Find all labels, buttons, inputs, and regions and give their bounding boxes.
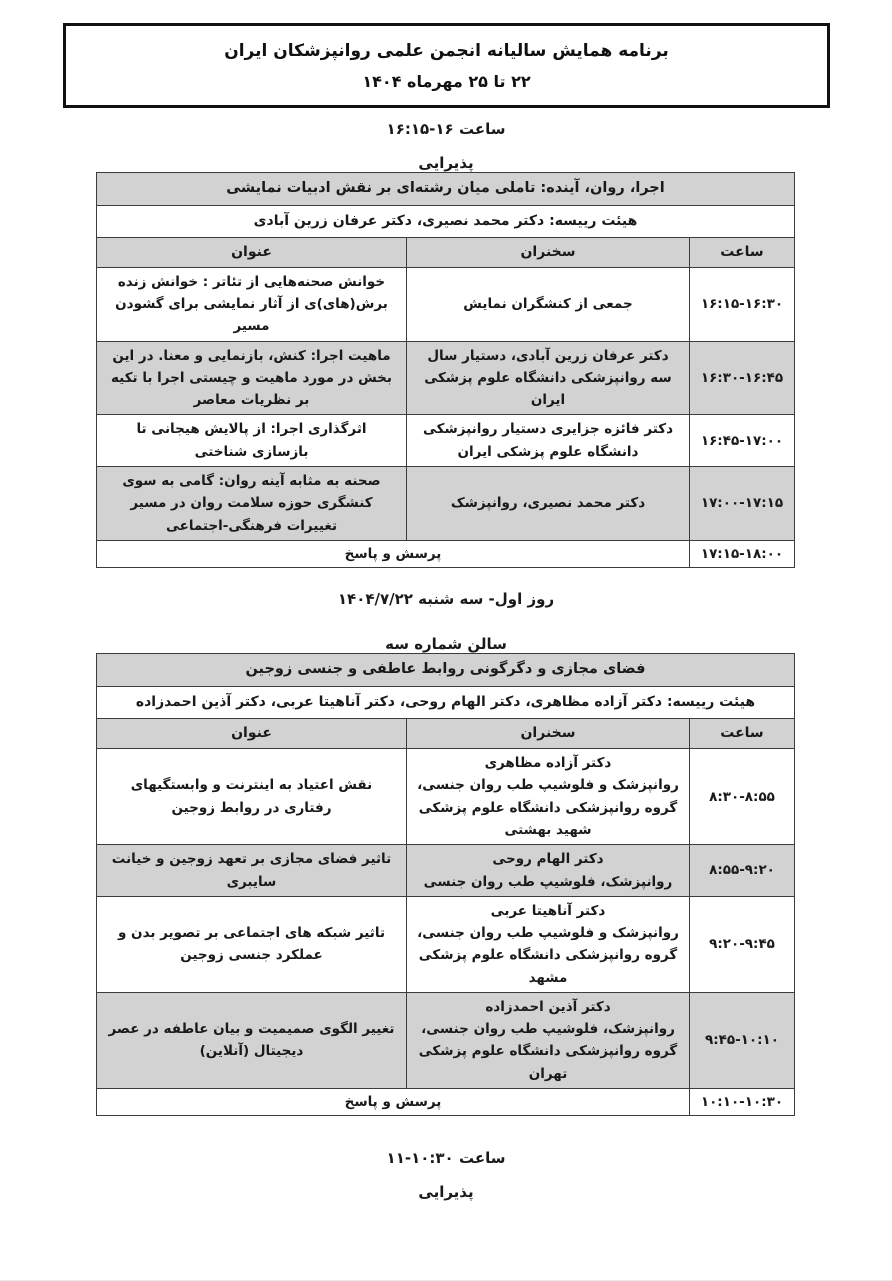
column-header-topic: عنوان (96, 719, 406, 749)
session2-qa-row (96, 1088, 794, 1115)
time-cell: ۸:۵۵-۹:۲۰ (690, 845, 795, 897)
conference-header-box (63, 23, 830, 108)
time-cell: ۸:۳۰-۸:۵۵ (690, 749, 795, 845)
topic-cell: ماهیت اجرا: کنش، بازنمایی و معنا. در این بخش در مورد ماهیت و چیستی اجرا با تکیه بر نظریات معاصر (96, 341, 406, 415)
conference-title: برنامه همایش سالیانه انجمن علمی روانپزشکان ایران (224, 41, 669, 61)
session1-row-3 (96, 415, 794, 467)
topic-cell: تغییر الگوی صمیمیت و بیان عاطفه در عصر دیجیتال (آنلاین) (96, 992, 406, 1088)
time-cell: ۹:۴۵-۱۰:۱۰ (690, 992, 795, 1088)
column-header-time: ساعت (690, 719, 795, 749)
session2-row-4 (96, 992, 794, 1088)
time-cell: ۱۶:۴۵-۱۷:۰۰ (690, 415, 795, 467)
topic-cell: خوانش صحنه‌هایی از تئاتر : خوانش زنده برش(های)ی از آثار نمایشی برای گشودن مسیر (96, 267, 406, 341)
column-header-speaker: سخنران (407, 237, 690, 267)
hall-heading: سالن شماره سه (385, 635, 507, 654)
time-cell: ۹:۲۰-۹:۴۵ (690, 896, 795, 992)
session2-row-1 (96, 749, 794, 845)
session2-column-header-row (96, 719, 794, 749)
speaker-cell: دکتر آناهیتا عربی روانپزشک و فلوشیپ طب روان جنسی، گروه روانپزشکی دانشگاه علوم پزشکی مشهد (407, 896, 690, 992)
speaker-cell: دکتر محمد نصیری، روانپزشک (407, 467, 690, 541)
session1-row-4 (96, 467, 794, 541)
topic-cell: اثرگذاری اجرا: از پالایش هیجانی تا بازسازی شناختی (96, 415, 406, 467)
session1-column-header-row (96, 237, 794, 267)
session2-title: فضای مجازی و دگرگونی روابط عاطفی و جنسی زوجین (96, 654, 794, 687)
qa-label-cell: پرسش و پاسخ (96, 540, 689, 567)
session1-title-row (96, 172, 794, 205)
speaker-cell: دکتر آذین احمدزاده روانپزشک، فلوشیپ طب روان جنسی، گروه روانپزشکی دانشگاه علوم پزشکی تهران (407, 992, 690, 1088)
topic-cell: تاثیر فضای مجازی بر تعهد زوجین و خیانت سایبری (96, 845, 406, 897)
column-header-time: ساعت (690, 237, 795, 267)
column-header-speaker: سخنران (407, 719, 690, 749)
topic-cell: تاثیر شبکه های اجتماعی بر تصویر بدن و عملکرد جنسی زوجین (96, 896, 406, 992)
speaker-cell: دکتر آزاده مظاهری روانپزشک و فلوشیپ طب روان جنسی، گروه روانپزشکی دانشگاه علوم پزشکی شهید بهشتی (407, 749, 690, 845)
session1-qa-row (96, 540, 794, 567)
session1-chair-row (96, 205, 794, 237)
session2-chair-row (96, 687, 794, 719)
session1-row-2 (96, 341, 794, 415)
day-heading: روز اول- سه شنبه ۱۴۰۴/۷/۲۲ (337, 590, 555, 609)
conference-dates: ۲۲ تا ۲۵ مهرماه ۱۴۰۴ (362, 72, 531, 92)
session1-table (96, 172, 795, 568)
break1-label: پذیرایی (418, 153, 474, 172)
session2-chairs: هیئت رییسه: دکتر آزاده مظاهری، دکتر الهام روحی، دکتر آناهیتا عربی، دکتر آذین احمدزاده (96, 687, 794, 719)
time-cell: ۱۶:۳۰-۱۶:۴۵ (690, 341, 795, 415)
session2-row-2 (96, 845, 794, 897)
session2-title-row (96, 654, 794, 687)
time-cell: ۱۶:۱۵-۱۶:۳۰ (690, 267, 795, 341)
speaker-cell: جمعی از کنشگران نمایش (407, 267, 690, 341)
topic-cell: نقش اعتیاد به اینترنت و وابستگیهای رفتاری در روابط زوجین (96, 749, 406, 845)
time-cell: ۱۷:۰۰-۱۷:۱۵ (690, 467, 795, 541)
topic-cell: صحنه به مثابه آینه روان: گامی به سوی کنشگری حوزه سلامت روان در مسیر تغییرات فرهنگی-اجتماعی (96, 467, 406, 541)
speaker-cell: دکتر عرفان زرین آبادی، دستیار سال سه روانپزشکی دانشگاه علوم پزشکی ایران (407, 341, 690, 415)
qa-time-cell: ۱۰:۱۰-۱۰:۳۰ (690, 1088, 795, 1115)
session2-table (96, 653, 795, 1116)
qa-time-cell: ۱۷:۱۵-۱۸:۰۰ (690, 540, 795, 567)
break1-time-heading: ساعت ۱۶-۱۶:۱۵ (386, 119, 506, 138)
session1-chairs: هیئت رییسه: دکتر محمد نصیری، دکتر عرفان زرین آبادی (96, 205, 794, 237)
session1-title: اجرا، روان، آینده: تاملی میان رشته‌ای بر نقش ادبیات نمایشی (96, 172, 794, 205)
session2-row-3 (96, 896, 794, 992)
break2-time-heading: ساعت ۱۰:۳۰-۱۱ (386, 1149, 506, 1168)
column-header-topic: عنوان (96, 237, 406, 267)
speaker-cell: دکتر فائزه جزایری دستیار روانپزشکی دانشگاه علوم پزشکی ایران (407, 415, 690, 467)
session1-row-1 (96, 267, 794, 341)
speaker-cell: دکتر الهام روحی روانپزشک، فلوشیپ طب روان جنسی (407, 845, 690, 897)
qa-label-cell: پرسش و پاسخ (96, 1088, 689, 1115)
break2-label: پذیرایی (418, 1183, 474, 1202)
